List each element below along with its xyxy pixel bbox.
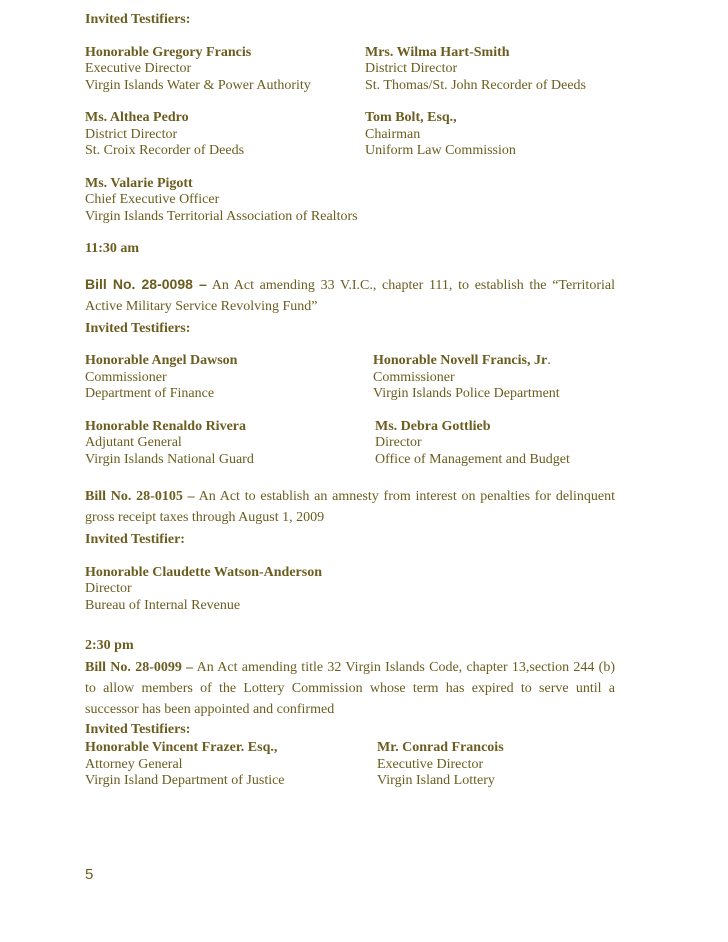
invited-testifiers-heading: Invited Testifiers: <box>85 721 191 737</box>
bill-number: Bill No. 28-0105 – <box>85 489 195 504</box>
page-number: 5 <box>85 866 94 883</box>
bill-text: An Act to establish an amnesty from interest on penalties for delinquent gross receipt taxes through August 1, 2009 <box>85 489 616 525</box>
testifier-title: District Director <box>365 61 458 76</box>
testifier-name: Mrs. Wilma Hart-Smith <box>365 44 510 60</box>
testifier-block <box>377 740 615 790</box>
testifier-name: Ms. Valarie Pigott <box>85 175 193 191</box>
bill-description <box>85 486 615 528</box>
testifier-block <box>373 353 615 403</box>
testifier-pair <box>85 740 615 790</box>
testifier-block <box>85 45 365 95</box>
testifier-title: District Director <box>85 126 178 142</box>
testifier-org: Uniform Law Commission <box>365 143 516 158</box>
testifier-org: Virgin Island Lottery <box>377 773 495 788</box>
testifier-block <box>85 565 615 615</box>
testifier-block <box>85 110 365 160</box>
testifier-org: Bureau of Internal Revenue <box>85 597 241 613</box>
testifier-block <box>85 419 375 469</box>
testifier-org: Virgin Islands Water & Power Authority <box>85 77 311 93</box>
testifier-title: Director <box>375 435 422 450</box>
testifier-pair <box>85 45 615 95</box>
testifier-title: Executive Director <box>85 61 192 76</box>
bill-number: Bill No. 28-0099 – <box>85 659 194 675</box>
testifier-name: Honorable Vincent Frazer. Esq., <box>85 740 278 755</box>
testifier-org: St. Thomas/St. John Recorder of Deeds <box>365 77 586 93</box>
testifier-name: Tom Bolt, Esq., <box>365 110 457 125</box>
testifier-title: Chairman <box>365 126 421 142</box>
testifier-pair <box>85 353 615 403</box>
session-time: 2:30 pm <box>85 638 134 653</box>
testifier-block <box>375 419 615 469</box>
testifier-name: Ms. Althea Pedro <box>85 110 189 125</box>
document-page <box>85 12 615 790</box>
testifier-block <box>85 353 373 403</box>
testifier-name: Honorable Novell Francis, Jr <box>373 353 548 368</box>
testifier-block <box>365 45 615 95</box>
testifier-pair <box>85 419 615 469</box>
testifier-name: Honorable Angel Dawson <box>85 353 238 368</box>
bill-number: Bill No. 28-0098 – <box>85 275 207 292</box>
testifier-title: Commissioner <box>85 369 167 385</box>
testifier-title: Chief Executive Officer <box>85 192 220 207</box>
name-suffix: . <box>547 353 551 368</box>
bill-text: An Act amending 33 V.I.C., chapter 111, to establish the “Territorial Active Military Service Revolving Fund” <box>85 277 615 314</box>
invited-testifiers-heading: Invited Testifiers: <box>85 320 191 336</box>
testifier-name: Ms. Debra Gottlieb <box>375 418 491 434</box>
testifier-title: Executive Director <box>377 756 484 772</box>
testifier-name: Honorable Renaldo Rivera <box>85 418 246 434</box>
testifier-name: Honorable Gregory Francis <box>85 44 252 60</box>
testifier-org: Virgin Islands Territorial Association of Realtors <box>85 208 358 224</box>
testifier-org: Virgin Island Department of Justice <box>85 773 285 788</box>
testifier-name-line <box>373 353 615 370</box>
testifier-block <box>85 176 615 226</box>
testifier-title: Director <box>85 581 132 596</box>
bill-description <box>85 657 615 720</box>
session-time: 11:30 am <box>85 241 140 256</box>
testifier-block <box>365 110 615 160</box>
testifier-title: Commissioner <box>373 369 455 385</box>
testifier-org: Virgin Islands National Guard <box>85 451 254 467</box>
testifier-org: Office of Management and Budget <box>375 451 570 467</box>
testifier-org: St. Croix Recorder of Deeds <box>85 143 245 158</box>
testifier-org: Virgin Islands Police Department <box>373 386 560 401</box>
testifier-block <box>85 740 377 790</box>
invited-testifiers-heading: Invited Testifiers: <box>85 12 191 27</box>
bill-description <box>85 274 615 317</box>
invited-testifier-heading: Invited Testifier: <box>85 532 185 547</box>
testifier-pair <box>85 110 615 160</box>
bill-text: An Act amending title 32 Virgin Islands Code, chapter 13,section 244 (b) to allow members of the Lottery Commission whose term has expired to serve until a successor has been appointed and confirmed <box>85 659 615 717</box>
testifier-name: Mr. Conrad Francois <box>377 740 504 755</box>
testifier-title: Attorney General <box>85 756 183 772</box>
testifier-org: Department of Finance <box>85 386 215 401</box>
testifier-name: Honorable Claudette Watson-Anderson <box>85 564 322 580</box>
testifier-title: Adjutant General <box>85 435 182 450</box>
